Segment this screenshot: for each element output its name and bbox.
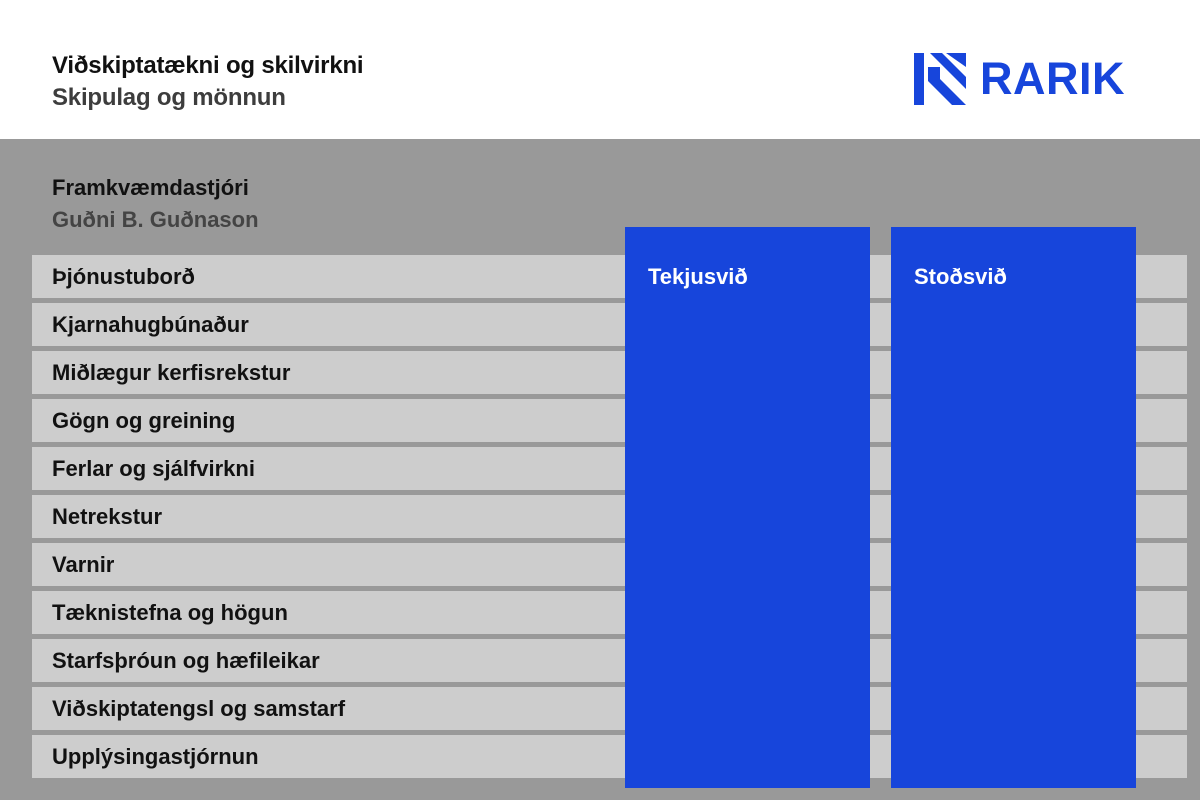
- director-name: Guðni B. Guðnason: [52, 207, 259, 232]
- logo-text: RARIK: [980, 53, 1125, 104]
- unit-label: Gögn og greining: [52, 408, 236, 433]
- page-title: Viðskiptatækni og skilvirkni: [52, 52, 364, 79]
- rarik-logo-icon: [914, 53, 966, 105]
- director-role: Framkvæmdastjóri: [52, 175, 249, 200]
- page-subtitle: Skipulag og mönnun: [52, 84, 286, 111]
- header: [0, 0, 1200, 139]
- unit-label: Upplýsingastjórnun: [52, 744, 259, 769]
- unit-label: Miðlægur kerfisrekstur: [52, 360, 291, 385]
- rarik-logo: [914, 53, 1125, 105]
- unit-label: Þjónustuborð: [52, 264, 195, 289]
- unit-label: Ferlar og sjálfvirkni: [52, 456, 255, 481]
- division-stodsvid: [891, 227, 1136, 788]
- unit-label: Starfsþróun og hæfileikar: [52, 648, 320, 673]
- unit-label: Netrekstur: [52, 504, 163, 529]
- division-label: Stoðsvið: [914, 264, 1007, 289]
- unit-label: Tæknistefna og högun: [52, 600, 288, 625]
- division-tekjusvid: [625, 227, 870, 788]
- division-label: Tekjusvið: [648, 264, 748, 289]
- unit-label: Viðskiptatengsl og samstarf: [52, 696, 346, 721]
- unit-label: Varnir: [52, 552, 115, 577]
- unit-label: Kjarnahugbúnaður: [52, 312, 249, 337]
